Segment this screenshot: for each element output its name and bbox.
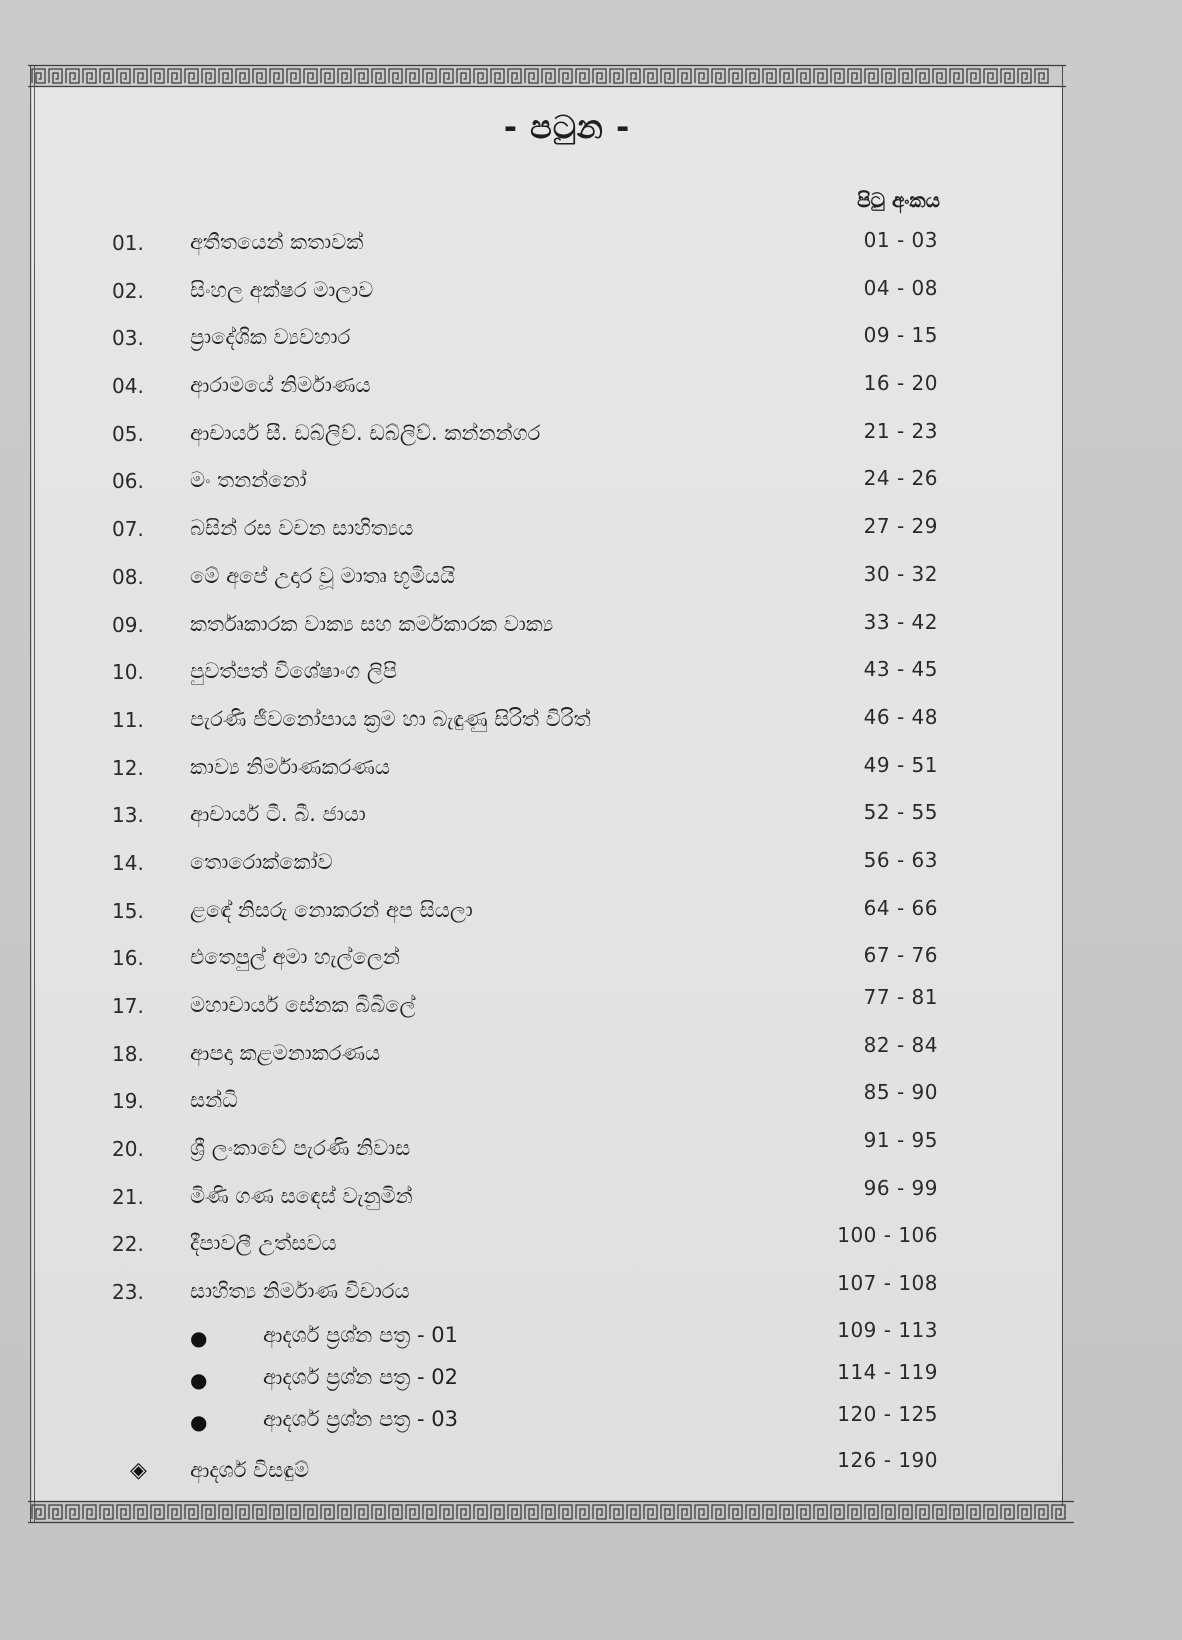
chapter-title: එතෙපුල් අමා හැල්ලෙන්: [190, 945, 400, 970]
chapter-number: 13.: [112, 803, 144, 828]
chapter-title: මං තනන්නෝ: [190, 468, 307, 493]
chapter-number: 23.: [112, 1280, 144, 1305]
page-range: 67 - 76: [863, 943, 938, 968]
page-number-header: පිටු අංකය: [857, 188, 940, 212]
page-range: 52 - 55: [863, 800, 938, 825]
chapter-number: 03.: [112, 326, 144, 351]
page-range: 107 - 108: [837, 1271, 938, 1296]
chapter-title: තොරොක්කෝව: [190, 849, 333, 874]
chapter-title: ළඳේ නිසරු නොකරන් අප සියලා: [190, 897, 473, 922]
chapter-number: 15.: [112, 898, 144, 923]
chapter-title: ආචාර්ය ටී. බී. ජායා: [190, 802, 366, 827]
toc-row: [0, 316, 1000, 364]
bullet-icon: ●: [190, 1409, 208, 1434]
toc-row: [0, 650, 1000, 698]
chapter-number: 19.: [112, 1089, 144, 1114]
page-range: 46 - 48: [863, 704, 938, 729]
chapter-number: 12.: [112, 755, 144, 780]
page-range: 16 - 20: [863, 371, 938, 396]
toc-row: [0, 936, 1000, 984]
chapter-title: බසින් රස වචන සාහිත්‍යය: [190, 516, 414, 541]
toc-row: [0, 364, 1000, 412]
greek-key-path: [28, 66, 1066, 87]
page-range: 24 - 26: [863, 466, 938, 491]
toc-row: [0, 889, 1000, 937]
chapter-title: දීපාවලී උත්සවය: [190, 1231, 337, 1256]
toc-row: [0, 1222, 1000, 1270]
chapter-number: 18.: [112, 1041, 144, 1066]
diamond-bullet-icon: ◈: [130, 1457, 147, 1483]
page-range: 04 - 08: [863, 275, 938, 300]
chapter-number: 08.: [112, 564, 144, 589]
chapter-title: ආපදා කළමනාකරණය: [190, 1040, 381, 1065]
page-range: 30 - 32: [863, 561, 938, 586]
toc-row: [0, 459, 1000, 507]
toc-row: [0, 841, 1000, 889]
page-range: 82 - 84: [863, 1032, 938, 1057]
page-range: 33 - 42: [863, 609, 938, 634]
chapter-title: සිංහල අක්ෂර මාලාව: [190, 277, 374, 302]
toc-sub-row: [0, 1402, 1000, 1444]
toc-row: [0, 1079, 1000, 1127]
chapter-number: 09.: [112, 612, 144, 637]
chapter-title: කාව්‍ය නිර්මාණකරණය: [190, 754, 390, 779]
table-of-contents: [0, 221, 1000, 1492]
chapter-number: 01.: [112, 231, 144, 255]
toc-row: [0, 507, 1000, 555]
toc-row: [0, 1032, 1000, 1080]
page-range: 77 - 81: [863, 985, 938, 1009]
toc-row: [0, 746, 1000, 794]
final-entry-title: ආදර්ශ විසඳුම්: [190, 1457, 310, 1482]
chapter-number: 04.: [112, 374, 144, 399]
page-range: 114 - 119: [837, 1359, 938, 1384]
toc-sub-row: [0, 1360, 1000, 1402]
chapter-number: 02.: [112, 278, 144, 303]
page-range: 126 - 190: [837, 1447, 938, 1472]
chapter-number: 22.: [112, 1232, 144, 1257]
top-border-pattern: [28, 64, 1066, 88]
toc-row: [0, 603, 1000, 651]
toc-row: [0, 1127, 1000, 1175]
bullet-icon: ●: [190, 1367, 208, 1392]
chapter-number: 21.: [112, 1184, 144, 1209]
toc-row: [0, 269, 1000, 317]
page-range: 56 - 63: [863, 847, 938, 872]
page-range: 09 - 15: [863, 323, 938, 348]
greek-key-path: [28, 1502, 1074, 1523]
chapter-title: ආරාමයේ නිර්මාණය: [190, 373, 371, 398]
chapter-title: කර්තෘකාරක වාක්‍ය සහ කර්මකාරක වාක්‍ය: [190, 611, 554, 636]
toc-final-row: [0, 1444, 1000, 1492]
chapter-title: ආචාර්ය සී. ඩබ්ලිව්. ඩබ්ලිව්. කන්නන්ගර: [190, 420, 541, 445]
page-range: 21 - 23: [863, 418, 938, 443]
page-range: 49 - 51: [863, 752, 938, 777]
chapter-title: මිණි ගණ සඳෙස් වැනුමින්: [190, 1183, 413, 1208]
page-range: 91 - 95: [863, 1128, 938, 1153]
chapter-title: පුවත්පත් විශේෂාංග ලිපි: [190, 659, 398, 684]
toc-row: [0, 555, 1000, 603]
toc-row: [0, 698, 1000, 746]
chapter-number: 10.: [112, 660, 144, 685]
chapter-title: මේ අපේ උදාර වූ මාතෘ භූමියයි: [190, 563, 456, 588]
page-range: 96 - 99: [863, 1175, 938, 1200]
toc-row: [0, 412, 1000, 460]
chapter-title: සාහිත්‍ය නිර්මාණ විචාරය: [190, 1279, 410, 1304]
sub-entry-title: ආදර්ශ ප්‍රශ්න පත්‍ර - 01: [263, 1322, 458, 1347]
chapter-number: 14.: [112, 850, 144, 875]
sub-entry-title: ආදර්ශ ප්‍රශ්න පත්‍ර - 03: [263, 1406, 458, 1431]
chapter-number: 05.: [112, 421, 144, 446]
chapter-title: සන්ධි: [190, 1088, 238, 1113]
chapter-title: පැරණි ජීවනෝපාය ක්‍රම හා බැඳුණු සිරිත් විරිත්: [190, 706, 591, 731]
page-range: 27 - 29: [863, 514, 938, 539]
chapter-number: 16.: [112, 946, 144, 971]
toc-row: [0, 793, 1000, 841]
toc-row: [0, 984, 1000, 1032]
chapter-number: 17.: [112, 994, 144, 1018]
right-border-line: [1062, 66, 1063, 1506]
page-range: 85 - 90: [863, 1080, 938, 1105]
bottom-border-pattern: [28, 1500, 1074, 1524]
bullet-icon: ●: [190, 1325, 208, 1350]
page-range: 01 - 03: [863, 228, 938, 252]
chapter-title: ශ්‍රී ලංකාවේ පැරණි නිවාස: [190, 1136, 411, 1161]
chapter-number: 20.: [112, 1137, 144, 1162]
chapter-title: අතීතයෙන් කතාවක්: [190, 230, 364, 254]
page-range: 100 - 106: [837, 1223, 938, 1248]
toc-sub-row: [0, 1318, 1000, 1360]
page-title: - පටුන -: [503, 108, 631, 146]
page-range: 43 - 45: [863, 657, 938, 682]
chapter-number: 06.: [112, 469, 144, 494]
chapter-title: ප්‍රාදේශික ව්‍යවහාර: [190, 325, 351, 350]
chapter-title: මහාචාර්ය සේනක බිබිලේ: [190, 993, 416, 1017]
sub-entry-title: ආදර්ශ ප්‍රශ්න පත්‍ර - 02: [263, 1364, 458, 1389]
chapter-number: 11.: [112, 707, 144, 732]
page-range: 64 - 66: [863, 895, 938, 920]
toc-row: [0, 1175, 1000, 1223]
page-range: 109 - 113: [837, 1317, 938, 1342]
toc-row: [0, 1270, 1000, 1318]
page-range: 120 - 125: [837, 1401, 938, 1426]
toc-row: [0, 221, 1000, 269]
chapter-number: 07.: [112, 517, 144, 542]
